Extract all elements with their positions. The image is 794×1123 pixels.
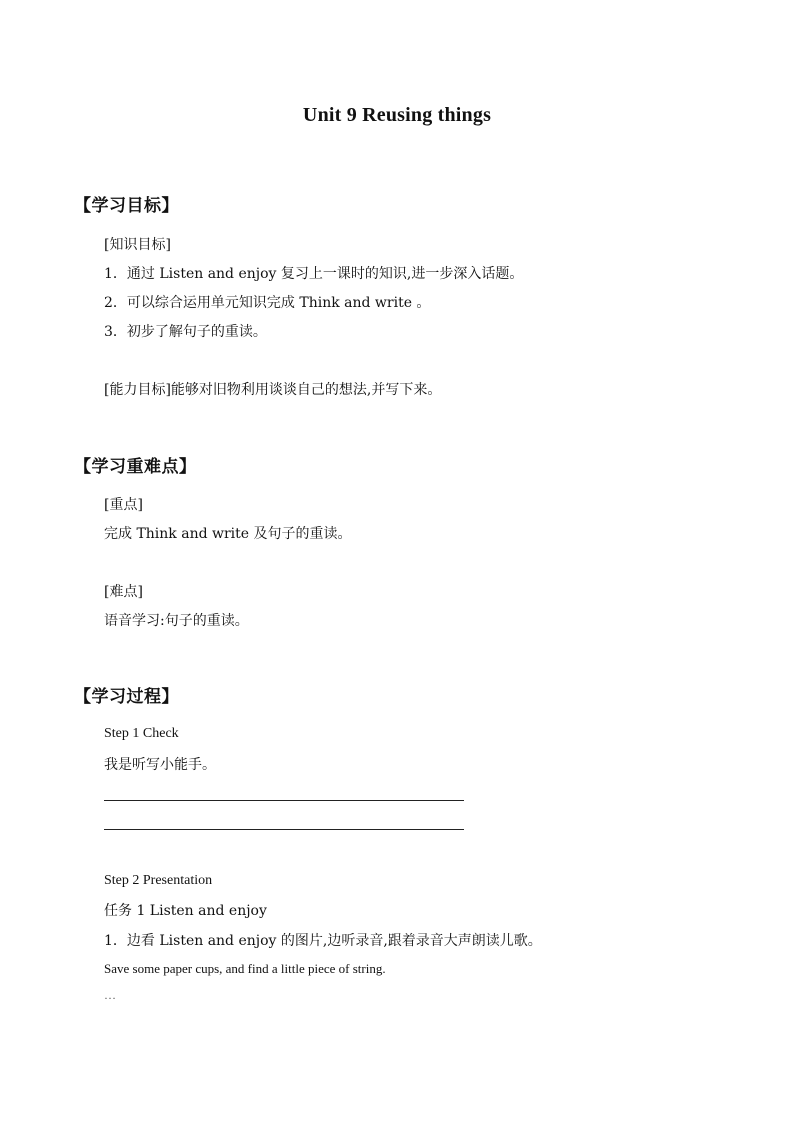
knowledge-goals-label: [知识目标] xyxy=(104,237,171,253)
ability-goal: [能力目标]能够对旧物利用谈谈自己的想法,并写下来。 xyxy=(104,382,442,398)
page-title: Unit 9 Reusing things xyxy=(302,104,492,126)
dictation-answer-line-1 xyxy=(104,800,464,801)
song-line: Save some paper cups, and find a little piece of string. xyxy=(104,961,386,976)
difficult-point-label: [难点] xyxy=(104,584,143,600)
step-1-text: 我是听写小能手。 xyxy=(104,757,216,773)
difficult-point-text: 语音学习:句子的重读。 xyxy=(104,613,249,629)
task-1-item: 1．边看 Listen and enjoy 的图片,边听录音,跟着录音大声朗读儿歌。 xyxy=(104,933,542,949)
ellipsis: … xyxy=(104,988,116,1002)
step-1-title: Step 1 Check xyxy=(104,726,179,741)
section-heading-key-points: 【学习重难点】 xyxy=(74,457,197,477)
goal-item-3: 3．初步了解句子的重读。 xyxy=(104,324,267,340)
key-point-label: [重点] xyxy=(104,497,143,513)
key-point-text: 完成 Think and write 及句子的重读。 xyxy=(104,526,352,542)
goal-item-1: 1．通过 Listen and enjoy 复习上一课时的知识,进一步深入话题。 xyxy=(104,266,524,282)
step-2-title: Step 2 Presentation xyxy=(104,873,213,888)
goal-item-2: 2．可以综合运用单元知识完成 Think and write 。 xyxy=(104,295,431,311)
task-1-title: 任务 1 Listen and enjoy xyxy=(104,903,267,919)
section-heading-learning-goals: 【学习目标】 xyxy=(74,196,179,216)
dictation-answer-line-2 xyxy=(104,829,464,830)
section-heading-learning-process: 【学习过程】 xyxy=(74,687,179,707)
